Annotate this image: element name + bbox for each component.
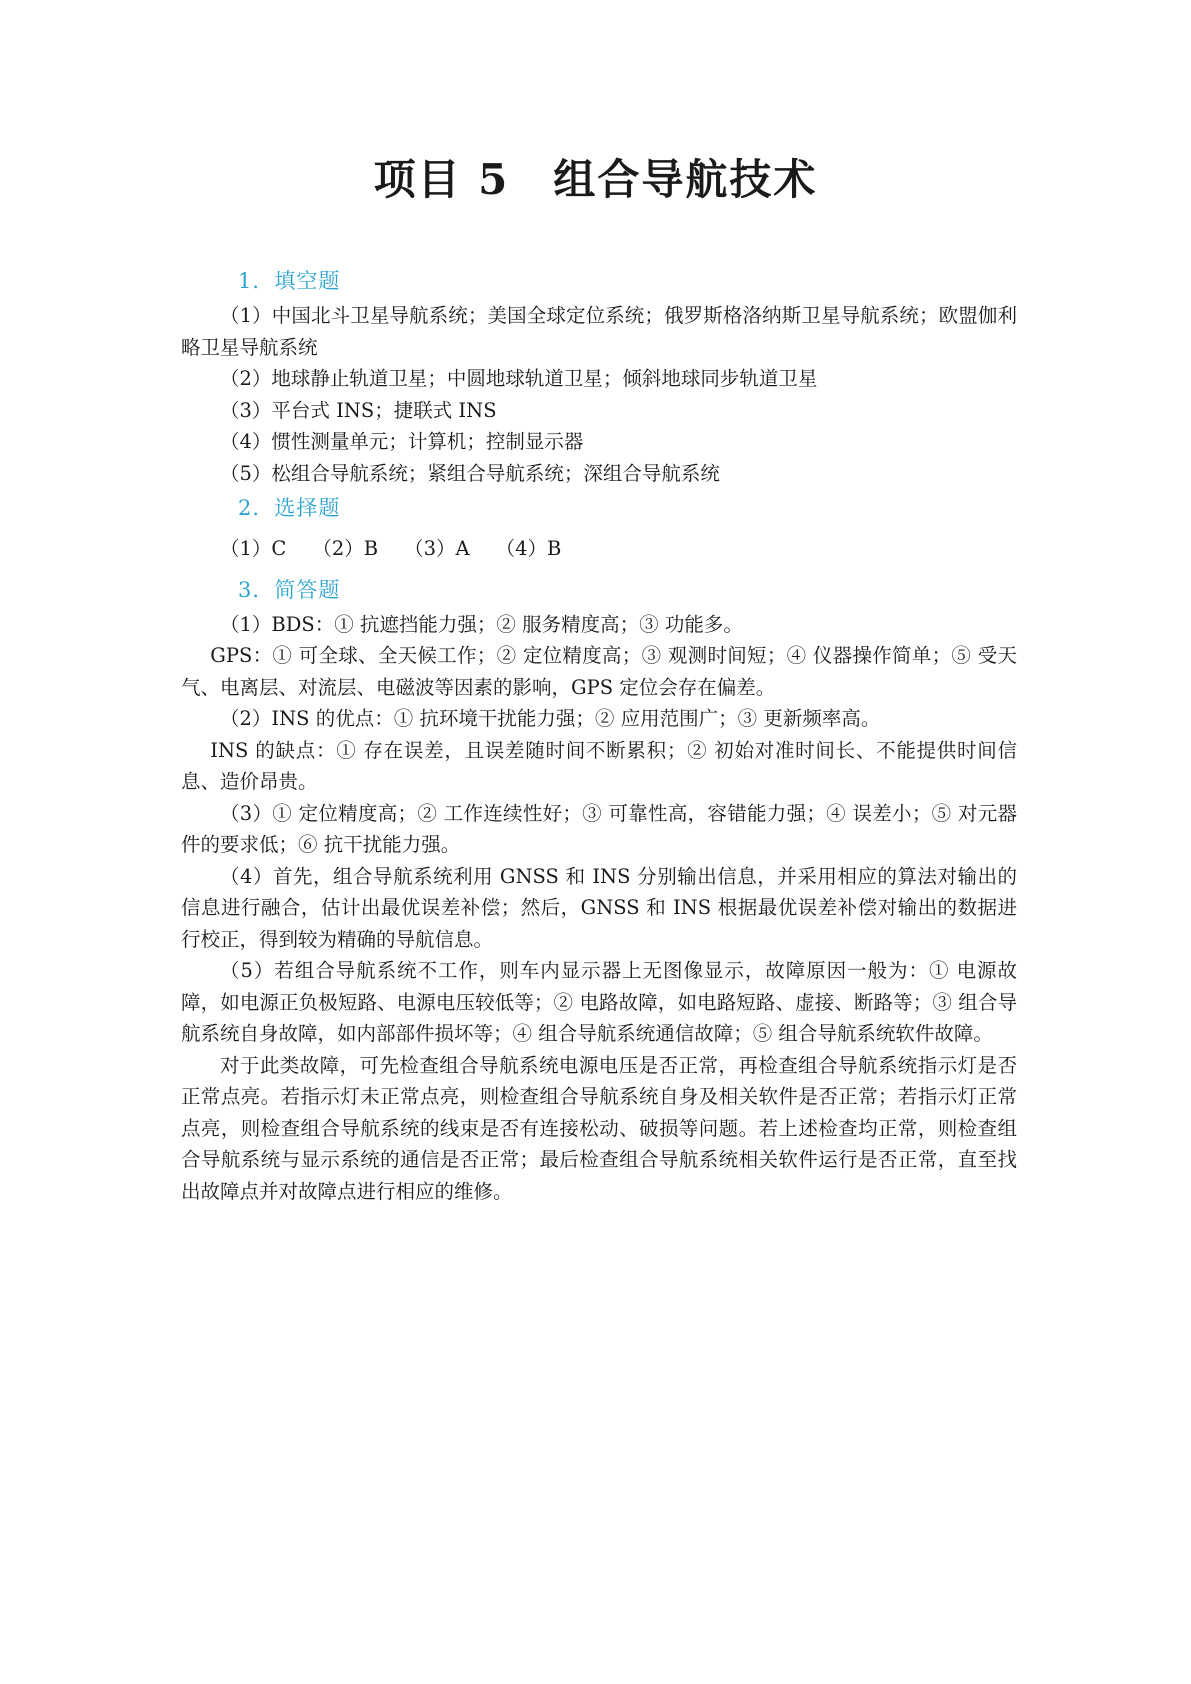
choice-answer-2: （2）B (312, 537, 379, 560)
short-answer-5: （5）若组合导航系统不工作，则车内显示器上无图像显示，故障原因一般为：① 电源故障，如电源正负极短路、电源电压较低等；② 电路故障，如电路短路、虚接、断路等；③ 组合导航系统自身故障，如内部部件损坏等；④ 组合导航系统通信故障；⑤ 组合导航系统软件故障。 (181, 959, 1017, 1045)
short-answer-2-disadvantages: INS 的缺点：① 存在误差，且误差随时间不断累积；② 初始对准时间长、不能提供时间信息、造价昂贵。 (181, 738, 1017, 793)
short-answer-3: （3）① 定位精度高；② 工作连续性好；③ 可靠性高，容错能力强；④ 误差小；⑤ 对元器件的要求低；⑥ 抗干扰能力强。 (181, 801, 1017, 856)
short-answer-1-gps: GPS：① 可全球、全天候工作；② 定位精度高；③ 观测时间短；④ 仪器操作简单；⑤ 受天气、电离层、对流层、电磁波等因素的影响，GPS 定位会存在偏差。 (181, 644, 1017, 699)
fill-in-answer-2: （2）地球静止轨道卫星；中圆地球轨道卫星；倾斜地球同步轨道卫星 (220, 367, 818, 390)
choice-answer-3: （3）A (404, 537, 470, 560)
short-answer-5-troubleshooting: 对于此类故障，可先检查组合导航系统电源电压是否正常，再检查组合导航系统指示灯是否正常点亮。若指示灯未正常点亮，则检查组合导航系统自身及相关软件是否正常；若指示灯正常点亮，则检查组合导航系统的线束是否有连接松动、破损等问题。若上述检查均正常，则检查组合导航系统与显示系统的通信是否正常；最后检查组合导航系统相关软件运行是否正常，直至找出故障点并对故障点进行相应的维修。 (181, 1053, 1017, 1203)
document-body (181, 262, 1017, 1207)
fill-in-answer-1: （1）中国北斗卫星导航系统；美国全球定位系统；俄罗斯格洛纳斯卫星导航系统；欧盟伽利略卫星导航系统 (181, 304, 1017, 359)
multiple-choice-answers (181, 533, 1017, 565)
section-heading-short-answer: 3．简答题 (238, 577, 341, 602)
short-answer-2-advantages: （2）INS 的优点：① 抗环境干扰能力强；② 应用范围广；③ 更新频率高。 (220, 707, 881, 730)
choice-answer-4: （4）B (495, 537, 562, 560)
fill-in-answer-3: （3）平台式 INS；捷联式 INS (220, 398, 497, 422)
short-answer-1-bds: （1）BDS：① 抗遮挡能力强；② 服务精度高；③ 功能多。 (220, 612, 743, 636)
fill-in-answer-5: （5）松组合导航系统；紧组合导航系统；深组合导航系统 (220, 461, 720, 485)
short-answer-4: （4）首先，组合导航系统利用 GNSS 和 INS 分别输出信息，并采用相应的算法对输出的信息进行融合，估计出最优误差补偿；然后，GNSS 和 INS 根据最优误差补偿对输出的数据进行校正，得到较为精确的导航信息。 (181, 864, 1017, 951)
section-heading-fill-in: 1．填空题 (238, 269, 341, 293)
choice-answer-1: （1）C (220, 537, 287, 560)
page-title: 项目 5 组合导航技术 (373, 155, 818, 204)
fill-in-answer-4: （4）惯性测量单元；计算机；控制显示器 (220, 430, 584, 453)
section-heading-multiple-choice: 2．选择题 (238, 496, 341, 520)
